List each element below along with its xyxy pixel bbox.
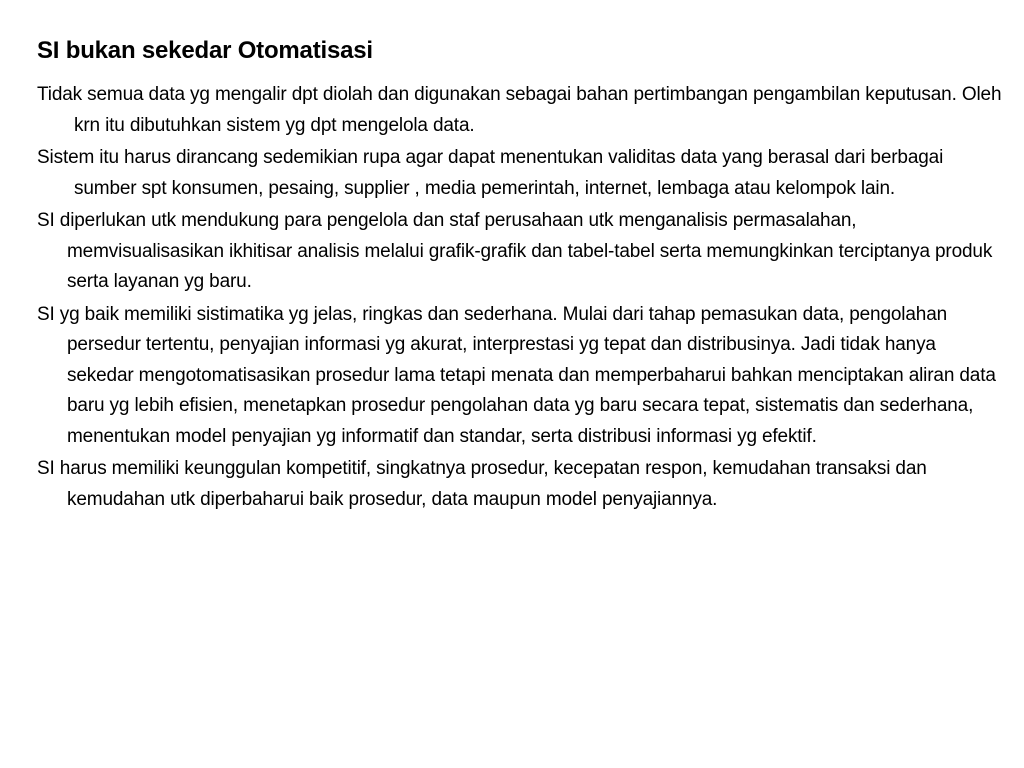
- paragraph-3: SI diperlukan utk mendukung para pengelola dan staf perusahaan utk menganalisis permasalahan, memvisualisasikan ikhitisar analisis melalui grafik-grafik dan tabel-tabel serta memungkinkan terciptanya produk serta layanan yg baru.: [37, 210, 993, 292]
- paragraph-1: Tidak semua data yg mengalir dpt diolah dan digunakan sebagai bahan pertimbangan pengambilan keputusan. Oleh krn itu dibutuhkan sistem yg dpt mengelola data.: [37, 84, 1002, 136]
- paragraph-2: Sistem itu harus dirancang sedemikian rupa agar dapat menentukan validitas data yang berasal dari berbagai sumber spt konsumen, pesaing, supplier , media pemerintah, internet, lembaga atau kelompok lain.: [37, 147, 944, 199]
- paragraph-5: SI harus memiliki keunggulan kompetitif, singkatnya prosedur, kecepatan respon, kemudahan transaksi dan kemudahan utk diperbaharui baik prosedur, data maupun model penyajiannya.: [37, 458, 927, 510]
- paragraph-4: SI yg baik memiliki sistimatika yg jelas, ringkas dan sederhana. Mulai dari tahap pemasukan data, pengolahan persedur tertentu, penyajian informasi yg akurat, interprestasi yg tepat dan distribusinya. Jadi tidak hanya sekedar mengotomatisasikan prosedur lama tetapi menata dan memperbaharui bahkan menciptakan aliran data baru yg lebih efisien, menetapkan prosedur pengolahan data yg baru secara tepat, sistematis dan sederhana, menentukan model penyajian yg informatif dan standar, serta distribusi informasi yg efektif.: [37, 303, 996, 447]
- slide-body: [37, 80, 1002, 517]
- slide-title: SI bukan sekedar Otomatisasi: [37, 37, 373, 64]
